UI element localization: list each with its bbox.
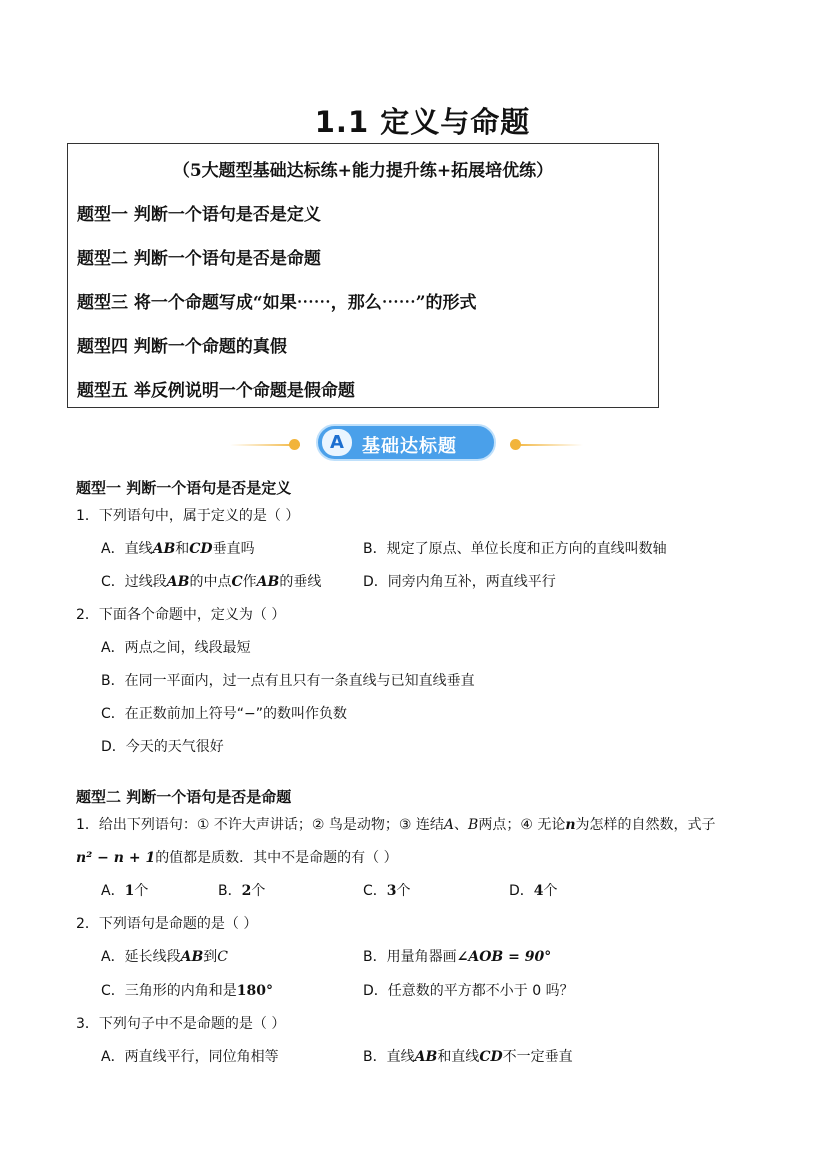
question-1-2-option-b: B．在同一平面内，过一点有且只有一条直线与已知直线垂直 [101,673,475,689]
summary-item-2: 题型二 判断一个语句是否是命题 [77,249,321,269]
question-2-1-option-a: A．1个 [101,883,149,899]
summary-item-5: 题型五 举反例说明一个命题是假命题 [77,381,355,401]
summary-item-3: 题型三 将一个命题写成“如果⋯⋯，那么⋯⋯”的形式 [77,293,477,313]
question-2-2-option-a: A．延长线段AB到C [101,949,228,965]
page-title: 1.1 定义与命题 [314,105,531,139]
question-2-3-stem: 3．下列句子中不是命题的是（ ） [76,1016,286,1032]
summary-item-4: 题型四 判断一个命题的真假 [77,337,287,357]
banner-dot-right [510,439,521,450]
banner-dot-left [289,439,300,450]
banner-label: 基础达标题 [362,436,457,457]
section-heading-2: 题型二 判断一个语句是否是命题 [76,788,292,806]
question-2-1-option-b: B．2个 [218,883,266,899]
question-2-3-option-b: B．直线AB和直线CD不一定垂直 [363,1049,573,1065]
question-2-2-option-b: B．用量角器画∠AOB = 90° [363,949,552,965]
question-1-1-option-d: D．同旁内角互补，两直线平行 [363,574,556,590]
question-1-1-option-b: B．规定了原点、单位长度和正方向的直线叫数轴 [363,541,667,557]
banner-letter: A [322,429,352,456]
question-1-1-stem: 1．下列语句中，属于定义的是（ ） [76,508,300,524]
summary-subtitle: （5大题型基础达标练+能力提升练+拓展培优练） [172,161,554,181]
question-2-2-stem: 2．下列语句是命题的是（ ） [76,916,258,932]
question-1-2-option-c: C．在正数前加上符号“−”的数叫作负数 [101,706,348,722]
question-1-2-option-a: A．两点之间，线段最短 [101,640,251,656]
question-2-2-option-d: D．任意数的平方都不小于 0 吗？ [363,983,574,999]
question-2-1-option-d: D．4个 [509,883,558,899]
question-1-2-stem: 2．下面各个命题中，定义为（ ） [76,607,286,623]
topic-summary-box [67,143,659,408]
question-2-2-option-c: C．三角形的内角和是180° [101,983,274,999]
question-1-2-option-d: D．今天的天气很好 [101,739,224,755]
question-2-1-stem: 1．给出下列语句：① 不许大声讲话；② 鸟是动物；③ 连结A、B两点；④ 无论n为怎样的自然数，式子 [76,817,716,833]
question-2-1-stem-line2: n² − n + 1的值都是质数．其中不是命题的有（ ） [76,850,398,866]
question-1-1-option-c: C．过线段AB的中点C作AB的垂线 [101,574,322,590]
question-2-3-option-a: A．两直线平行，同位角相等 [101,1049,279,1065]
banner-line-right [513,444,583,446]
question-2-1-option-c: C．3个 [363,883,411,899]
section-heading-1: 题型一 判断一个语句是否是定义 [76,479,292,497]
summary-item-1: 题型一 判断一个语句是否是定义 [77,205,321,225]
question-1-1-option-a: A．直线AB和CD垂直吗 [101,541,255,557]
